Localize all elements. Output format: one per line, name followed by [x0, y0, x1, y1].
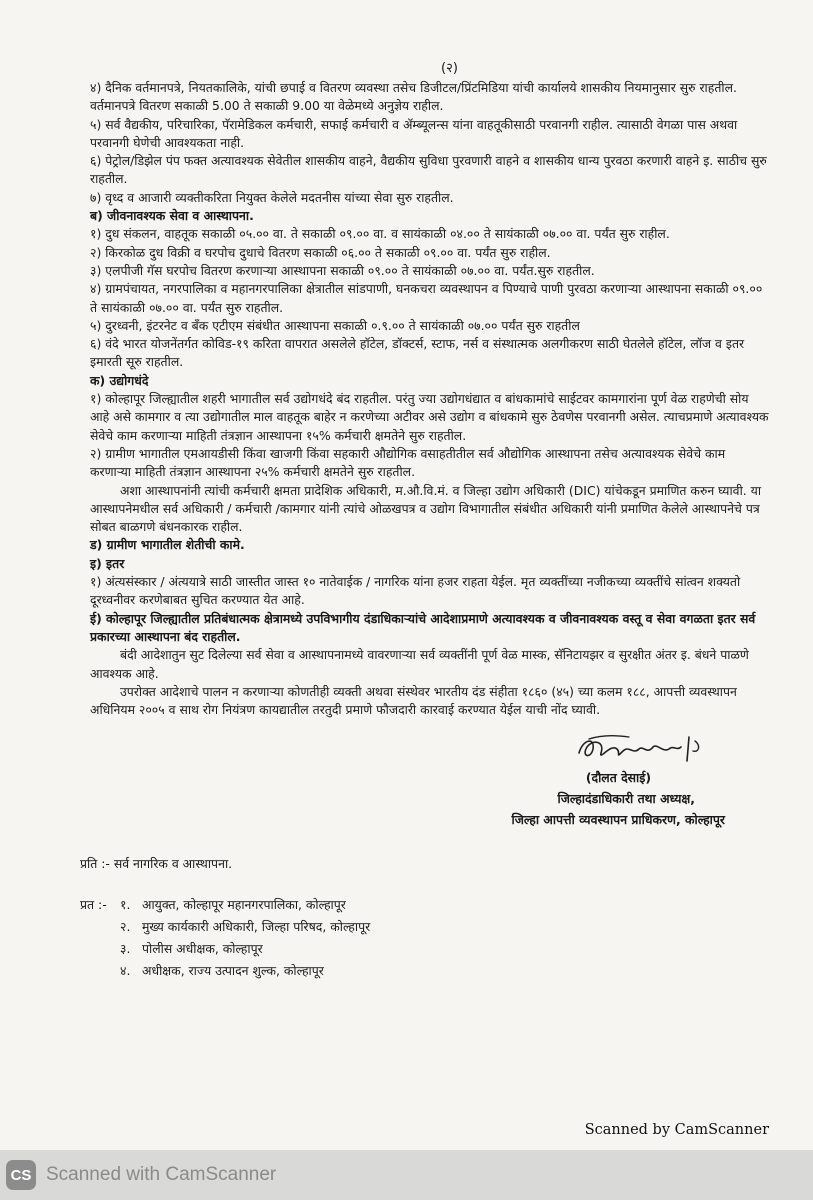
signatory-title: जिल्हादंडाधिकारी तथा अध्यक्ष, [557, 791, 695, 807]
paragraph: बंदी आदेशातुन सुट दिलेल्या सर्व सेवा व आस्थापनामध्ये वावरणाऱ्या सर्व व्यक्तींनी पूर्ण वेळ मास्क, सॅनिटायझर व सुरक्षीत अंतर इ. बंधने पाळणे आवश्यक आहे. [90, 647, 749, 681]
signature-block [90, 733, 769, 831]
section-heading: ब) जीवनावश्यक सेवा व आस्थापना. [90, 208, 254, 224]
copy-to-item-text: मुख्य कार्यकारी अधिकारी, जिल्हा परिषद, कोल्हापूर [142, 919, 371, 935]
signatory-name: (दौलत देसाई) [585, 770, 651, 786]
copy-to-list [120, 894, 370, 982]
copy-to-item [120, 938, 370, 960]
copy-to-item-number: ४. [120, 963, 131, 979]
camscanner-logo-icon: CS [6, 1160, 36, 1190]
copy-to-item-number: ३. [120, 941, 131, 957]
paragraph: ६) पेट्रोल/डिझेल पंप फक्त अत्यावश्यक सेवेतील शासकीय वाहने, वैद्यकीय सुविधा पुरवणारी वाहने व शासकीय धान्य पुरवठा करणारी वाहने इ. साठीच सुरु राहतील. [90, 153, 767, 187]
paragraph: ३) एलपीजी गॅस घरपोच वितरण करणाऱ्या आस्थापना सकाळी ०९.०० ते सायंकाळी ०७.०० वा. पर्यंत.सुरु राहतील. [90, 262, 595, 278]
copy-to-item [120, 960, 370, 982]
paragraph: ७) वृध्द व आजारी व्यक्तीकरिता नियुक्त केलेले मदतनीस यांच्या सेवा सुरु राहतील. [90, 189, 454, 205]
copy-to-item [120, 916, 370, 938]
paragraph: १) अंत्यसंस्कार / अंत्ययात्रे साठी जास्तीत जास्त १० नातेवाईक / नागरिक यांना हजर राहता येईल. मृत व्यक्तींच्या नजीकच्या व्यक्तींचे सांत्वन शक्यतो दूरध्वनीवर करणेबाबत सुचित करण्यात येत आहे. [90, 574, 741, 608]
copy-to-label: प्रत :- [80, 897, 107, 913]
paragraph: २) ग्रामीण भागातील एमआयडीसी किंवा खाजगी किंवा सहकारी औद्योगिक वसाहतीतील सर्व औद्योगिक आस्थापना तसेच अत्यावश्यक सेवेचे काम करणाऱ्या माहिती तंत्रज्ञान आस्थापना २५% कर्मचारी क्षमतेने सुरु राहतील. [90, 445, 726, 480]
addressee-line: प्रति :- सर्व नागरिक व आस्थापना. [80, 856, 233, 872]
paragraph: १) कोल्हापूर जिल्ह्यातील शहरी भागातील सर्व उद्योगधंदे बंद राहतील. परंतु ज्या उद्योगधंद्यात व बांधकामांचे साईटवर कामगारांना पूर्ण वेळ राहणेची सोय आहे असे कामगार व त्या उद्योगातील माल वाहतूक बाहेर न करणेच्या अटीवर असे उद्योग व बांधकामे सुरु ठेवणेस परवानगी असेल. त्याचप्रमाणे अत्यावश्यक सेवेचे काम करणाऱ्या माहिती तंत्रज्ञान आस्थापना १५% कर्मचारी क्षमतेने सुरु राहतील. [90, 391, 769, 443]
scanner-footer [0, 1150, 813, 1200]
paragraph: ६) वंदे भारत योजनेंतर्गत कोविड-१९ करिता वापरात असलेले हॉटेल, डॉक्टर्स, स्टाफ, नर्स व संस्थात्मक अलगीकरण साठी घेतलेले हॉटेल, लॉज व इतर इमारती सूरु राहतील. [90, 336, 745, 370]
section-heading: ई) कोल्हापूर जिल्ह्यातील प्रतिबंधात्मक क्षेत्रामध्ये उपविभागीय दंडाधिकाऱ्यांचे आदेशाप्रमाणे अत्यावश्यक व जीवनावश्यक वस्तू व सेवा वगळता इतर सर्व प्रकारच्या आस्थापना बंद राहतील. [90, 610, 756, 644]
scanned-by-label: Scanned by CamScanner [584, 1122, 769, 1138]
paragraph: ५) दुरध्वनी, इंटरनेट व बँक एटीएम संबंधीत आस्थापना सकाळी ०.९.०० ते सायंकाळी ०७.०० पर्यंत सुरु राहतील [90, 317, 580, 333]
paragraph: ४) ग्रामपंचायत, नगरपालिका व महानगरपालिका क्षेत्रातील सांडपाणी, घनकचरा व्यवस्थापन व पिण्याचे पाणी पुरवठा करणाऱ्या आस्थापना सकाळी ०९.०० ते सायंकाळी ०७.०० वा. पर्यंत सुरु राहतील. [90, 281, 763, 315]
document-body [90, 79, 769, 719]
copy-to-item-text: पोलीस अधीक्षक, कोल्हापूर [142, 941, 263, 957]
copy-to-item [120, 894, 370, 916]
paragraph: अशा आस्थापनांनी त्यांची कर्मचारी क्षमता प्रादेशिक अधिकारी, म.औ.वि.मं. व जिल्हा उद्योग अधिकारी (DIC) यांचेकडून प्रमाणित करुन घ्यावी. या आस्थापनेमधील सर्व अधिकारी / कर्मचारी /कामगार यांनी त्यांचे ओळखपत्र व उद्योग विभागातील संबंधीत अधिकारी यांनी प्रमाणित केलेले आस्थापनेचे पत्र सोबत बाळगणे बंधनकारक राहील. [90, 482, 762, 535]
paragraph: ५) सर्व वैद्यकीय, परिचारिका, पॅरामेडिकल कर्मचारी, सफाई कर्मचारी व ॲम्ब्यूलन्स यांना वाहतूकीसाठी परवानगी राहील. त्यासाठी वेगळा पास अथवा परवानगी घेणेची आवश्यकता नाही. [90, 116, 738, 150]
paragraph: उपरोक्त आदेशाचे पालन न करणाऱ्या कोणतीही व्यक्ती अथवा संस्थेवर भारतीय दंड संहीता १८६० (४५) च्या कलम १८८, आपत्ती व्यवस्थापन अधिनियम २००५ व साथ रोग नियंत्रण कायद्यातील तरतुदी प्रमाणे फौजदारी कारवाई करण्यात येईल याची नोंद घ्यावी. [90, 683, 737, 718]
section-heading: क) उद्योगधंदे [90, 372, 149, 388]
copy-to-item-number: २. [120, 919, 131, 935]
copy-to-item-text: आयुक्त, कोल्हापूर महानगरपालिका, कोल्हापूर [142, 897, 346, 913]
scanner-footer-text: Scanned with CamScanner [46, 1164, 277, 1185]
paragraph: २) किरकोळ दुध विक्री व घरपोच दुधाचे वितरण सकाळी ०६.०० ते सकाळी ०९.०० वा. पर्यंत सुरु राहील. [90, 244, 551, 260]
signatory-organization: जिल्हा आपत्ती व्यवस्थापन प्राधिकरण, कोल्हापूर [511, 812, 725, 828]
copy-to-item-number: १. [120, 897, 131, 913]
copy-to-item-text: अधीक्षक, राज्य उत्पादन शुल्क, कोल्हापूर [142, 963, 324, 979]
paragraph: १) दुध संकलन, वाहतूक सकाळी ०५.०० वा. ते सकाळी ०९.०० वा. व सायंकाळी ०४.०० ते सायंकाळी ०७.०० वा. पर्यंत सुरु राहील. [90, 226, 670, 242]
page-number: (२) [441, 61, 458, 76]
copy-to-section [80, 894, 769, 982]
section-heading: ड) ग्रामीण भागातील शेतीची कामे. [90, 537, 245, 553]
handwritten-signature [571, 731, 711, 769]
paragraph: ४) दैनिक वर्तमानपत्रे, नियतकालिके, यांची छपाई व वितरण व्यवस्था तसेच डिजीटल/प्रिंटमिडिया यांची कार्यालये शासकीय नियमानुसार सुरु राहतील. वर्तमानपत्रे वितरण सकाळी 5.00 ते सकाळी 9.00 या वेळेमध्ये अनुज्ञेय राहील. [90, 80, 737, 114]
section-heading: इ) इतर [90, 555, 125, 571]
